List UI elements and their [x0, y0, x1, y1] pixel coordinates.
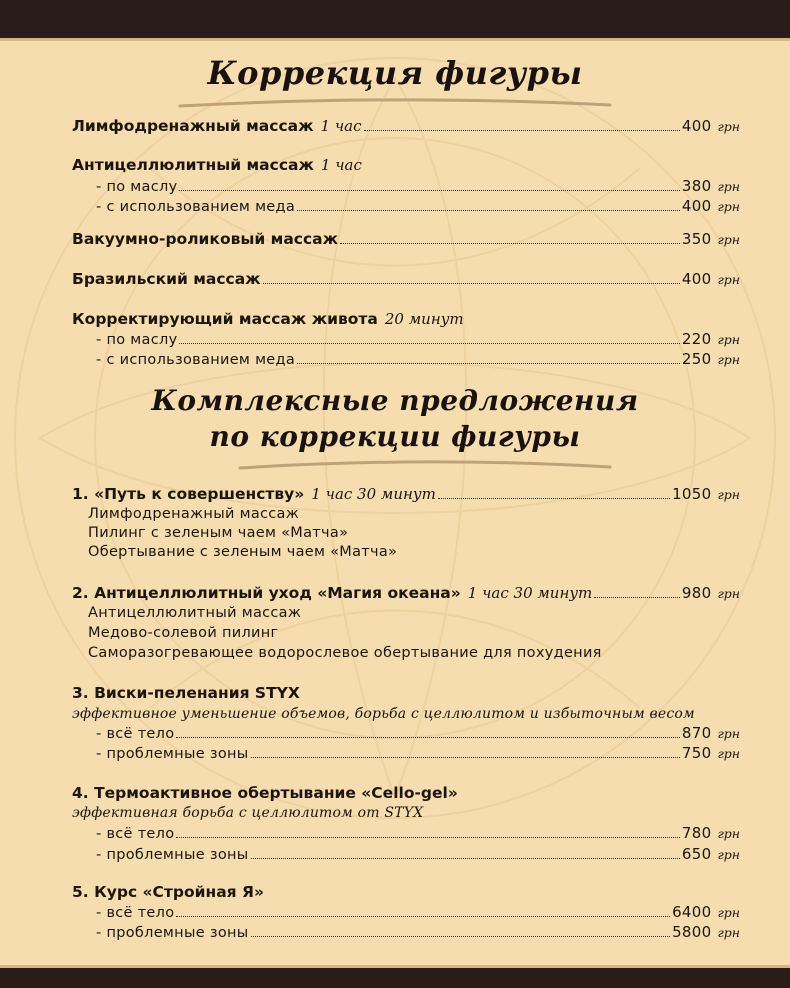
- option-name: - с использованием меда: [96, 199, 296, 215]
- offer-title: 1. «Путь к совершенству»: [72, 485, 305, 503]
- option-price: 780: [681, 824, 712, 842]
- service-row: [72, 270, 740, 292]
- option-name: - с использованием меда: [96, 352, 296, 368]
- service-price: 350: [681, 230, 712, 248]
- offer-note: эффективная борьба с целлюлитом от STYX: [72, 805, 424, 821]
- offer-included-item: Антицеллюлитный массаж: [88, 605, 302, 621]
- heading-underline-swoosh: [235, 458, 615, 474]
- service-option-row: [96, 350, 740, 372]
- offer-included-item: Пилинг с зеленым чаем «Матча»: [88, 525, 349, 541]
- currency-label: грн: [717, 925, 740, 940]
- service-row: [72, 156, 740, 178]
- bottom-border-bar: [0, 968, 790, 988]
- dot-leader: [179, 343, 679, 344]
- option-price: 870: [681, 724, 712, 742]
- currency-label: грн: [717, 232, 740, 247]
- service-name: Антицеллюлитный массаж: [72, 156, 314, 174]
- currency-label: грн: [717, 746, 740, 761]
- offer-included-item: Лимфодренажный массаж: [88, 506, 300, 522]
- section-title-complex-offers-line2: по коррекции фигуры: [209, 420, 581, 453]
- offer-title: 2. Антицеллюлитный уход «Магия океана»: [72, 584, 461, 602]
- top-border-bar: [0, 0, 790, 38]
- currency-label: грн: [717, 586, 740, 601]
- offer-note: эффективное уменьшение объемов, борьба с целлюлитом и избыточным весом: [72, 706, 695, 722]
- option-price: 380: [681, 177, 712, 195]
- option-name: - всё тело: [96, 905, 175, 921]
- currency-label: грн: [717, 726, 740, 741]
- option-price: 5800: [672, 923, 712, 941]
- currency-label: грн: [717, 272, 740, 287]
- dot-leader: [251, 858, 680, 859]
- currency-label: грн: [717, 487, 740, 502]
- dot-leader: [251, 757, 680, 758]
- offer-title: 4. Термоактивное обертывание «Cello-gel»: [72, 784, 458, 802]
- offer-included-item: Саморазогревающее водорослевое обертывание для похудения: [88, 645, 602, 661]
- option-price: 750: [681, 744, 712, 762]
- option-price: 650: [681, 845, 712, 863]
- currency-label: грн: [717, 826, 740, 841]
- dot-leader: [340, 243, 680, 244]
- service-duration: 20 минут: [384, 310, 464, 328]
- option-name: - всё тело: [96, 726, 175, 742]
- option-name: - проблемные зоны: [96, 847, 249, 863]
- service-row: [72, 230, 740, 252]
- offer-included-item: Обертывание с зеленым чаем «Матча»: [88, 544, 398, 560]
- offer-duration: 1 час 30 минут: [467, 584, 593, 602]
- section-title-figure-correction: Коррекция фигуры: [207, 54, 583, 92]
- offer-option-row: [96, 724, 740, 746]
- currency-label: грн: [717, 905, 740, 920]
- offer-option-row: [96, 744, 740, 766]
- offer-title: 5. Курс «Стройная Я»: [72, 883, 264, 901]
- offer-option-row: [96, 824, 740, 846]
- offer-included-item: Медово-солевой пилинг: [88, 625, 279, 641]
- offer-row: [72, 584, 740, 606]
- service-duration: 1 час: [320, 117, 362, 135]
- dot-leader: [179, 190, 679, 191]
- currency-label: грн: [717, 199, 740, 214]
- service-duration: 1 час: [320, 156, 362, 174]
- currency-label: грн: [717, 332, 740, 347]
- option-name: - всё тело: [96, 826, 175, 842]
- dot-leader: [297, 210, 680, 211]
- option-name: - проблемные зоны: [96, 746, 249, 762]
- dot-leader: [297, 363, 680, 364]
- currency-label: грн: [717, 179, 740, 194]
- dot-leader: [364, 130, 680, 131]
- dot-leader: [176, 916, 670, 917]
- dot-leader: [176, 837, 680, 838]
- service-name: Вакуумно-роликовый массаж: [72, 230, 339, 248]
- currency-label: грн: [717, 352, 740, 367]
- section-title-complex-offers-line1: Комплексные предложения: [151, 384, 639, 417]
- option-price: 6400: [672, 903, 712, 921]
- offer-duration: 1 час 30 минут: [311, 485, 436, 503]
- dot-leader: [176, 737, 680, 738]
- offer-option-row: [96, 903, 740, 925]
- service-option-row: [96, 177, 740, 199]
- service-name: Лимфодренажный массаж: [72, 117, 314, 135]
- offer-option-row: [96, 845, 740, 867]
- service-option-row: [96, 330, 740, 352]
- currency-label: грн: [717, 847, 740, 862]
- option-price: 220: [681, 330, 712, 348]
- dot-leader: [251, 936, 671, 937]
- option-price: 400: [681, 197, 712, 215]
- offer-price: 1050: [672, 485, 712, 503]
- service-name: Бразильский массаж: [72, 270, 261, 288]
- service-row: [72, 310, 740, 332]
- service-price: 400: [681, 117, 712, 135]
- offer-row: [72, 485, 740, 507]
- option-name: - проблемные зоны: [96, 925, 249, 941]
- dot-leader: [438, 498, 670, 499]
- option-price: 250: [681, 350, 712, 368]
- option-name: - по маслу: [96, 332, 178, 348]
- service-price: 400: [681, 270, 712, 288]
- currency-label: грн: [717, 119, 740, 134]
- service-name: Корректирующий массаж живота: [72, 310, 378, 328]
- dot-leader: [263, 283, 680, 284]
- heading-underline-swoosh: [175, 96, 615, 112]
- service-option-row: [96, 197, 740, 219]
- option-name: - по маслу: [96, 179, 178, 195]
- dot-leader: [594, 597, 680, 598]
- service-row: [72, 117, 740, 139]
- offer-price: 980: [681, 584, 712, 602]
- offer-title: 3. Виски-пеленания STYX: [72, 684, 300, 702]
- offer-option-row: [96, 923, 740, 945]
